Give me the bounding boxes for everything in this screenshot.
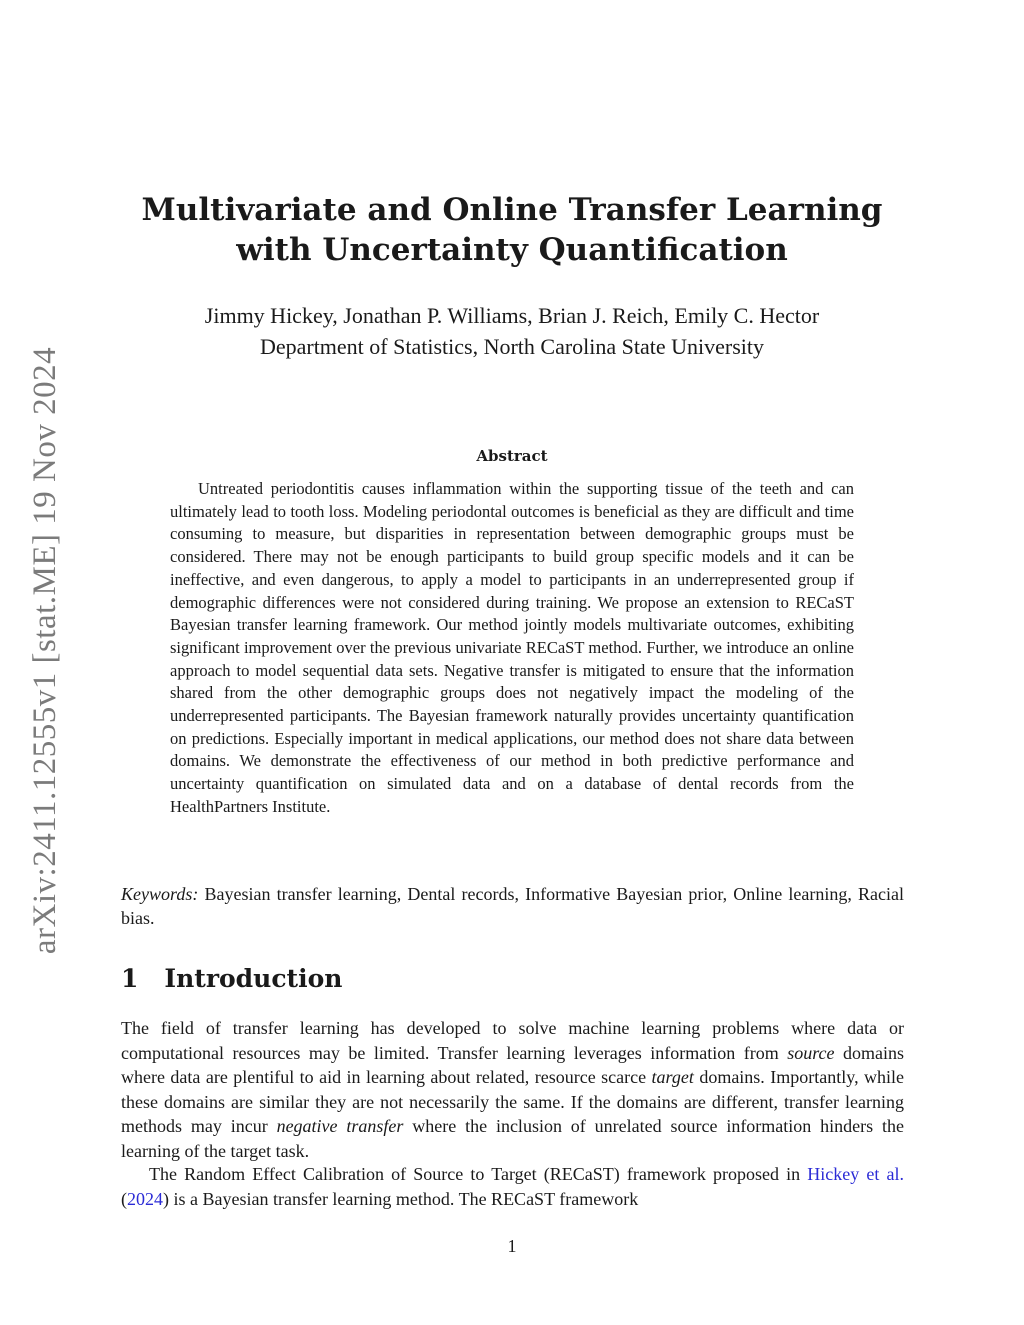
- intro-emphasis-target: target: [651, 1067, 694, 1087]
- title-line-2: with Uncertainty Quantification: [236, 232, 788, 268]
- arxiv-identifier: arXiv:2411.12555v1 [stat.ME] 19 Nov 2024: [27, 346, 64, 954]
- intro-text: domains. Importantly, while these domains are similar they are not necessarily the same. If the domains are different, transfer learning methods may incur: [121, 1067, 904, 1136]
- intro-paragraph-2: [121, 1162, 904, 1211]
- abstract-heading: Abstract: [476, 447, 548, 465]
- keywords-label: Keywords:: [121, 884, 199, 904]
- keywords-text: Bayesian transfer learning, Dental records, Informative Bayesian prior, Online learning, Racial bias.: [121, 884, 904, 928]
- intro-text: The Random Effect Calibration of Source to Target (RECaST) framework proposed in: [149, 1164, 808, 1184]
- intro-text: The field of transfer learning has developed to solve machine learning problems where data or computational resources may be limited. Transfer learning leverages information from: [121, 1018, 904, 1063]
- intro-text: (: [121, 1188, 127, 1209]
- affiliation: Department of Statistics, North Carolina State University: [259, 334, 765, 359]
- keywords: [121, 882, 904, 930]
- citation-year-link[interactable]: 2024: [127, 1188, 163, 1209]
- arxiv-stamp: [16, 340, 76, 960]
- author-block: [100, 300, 924, 362]
- title-line-1: Multivariate and Online Transfer Learning: [141, 192, 883, 228]
- section-heading: [121, 964, 342, 993]
- intro-text: domains where data are plentiful to aid in learning about related, resource scarce: [121, 1042, 904, 1087]
- intro-emphasis-negative-transfer: negative transfer: [276, 1116, 404, 1136]
- section-number: 1: [121, 964, 139, 993]
- author-list: Jimmy Hickey, Jonathan P. Williams, Brian J. Reich, Emily C. Hector: [204, 303, 820, 328]
- abstract-text: Untreated periodontitis causes inflammation within the supporting tissue of the teeth and can ultimately lead to tooth loss. Modeling periodontal outcomes is beneficial as they are difficult and time consuming to measure, but disparities in representation between demographic groups must be considered. There may not be enough participants to build group specific models and it can be ineffective, and even dangerous, to apply a model to participants in an underrepresented group if demographic differences were not considered during training. We propose an extension to RECaST Bayesian transfer learning framework. Our method jointly models multivariate outcomes, exhibiting significant improvement over the previous univariate RECaST method. Further, we introduce an online approach to model sequential data sets. Negative transfer is mitigated to ensure that the information shared from the other demographic groups does not negatively impact the modeling of the underrepresented participants. The Bayesian framework naturally provides uncertainty quantification on predictions. Especially important in medical applications, our method does not share data between domains. We demonstrate the effectiveness of our method in both predictive performance and uncertainty quantification on simulated data and on a database of dental records from the HealthPartners Institute.: [170, 479, 854, 816]
- paper-title: [100, 190, 924, 270]
- intro-emphasis-source: source: [787, 1042, 835, 1063]
- section-title: Introduction: [164, 964, 343, 993]
- intro-paragraph-1: [121, 1016, 904, 1163]
- page-number: 1: [507, 1236, 517, 1256]
- citation-link[interactable]: Hickey et al.: [807, 1164, 904, 1184]
- intro-text: where the inclusion of unrelated source information hinders the learning of the target task.: [121, 1116, 904, 1161]
- intro-text: ) is a Bayesian transfer learning method. The RECaST framework: [163, 1188, 639, 1209]
